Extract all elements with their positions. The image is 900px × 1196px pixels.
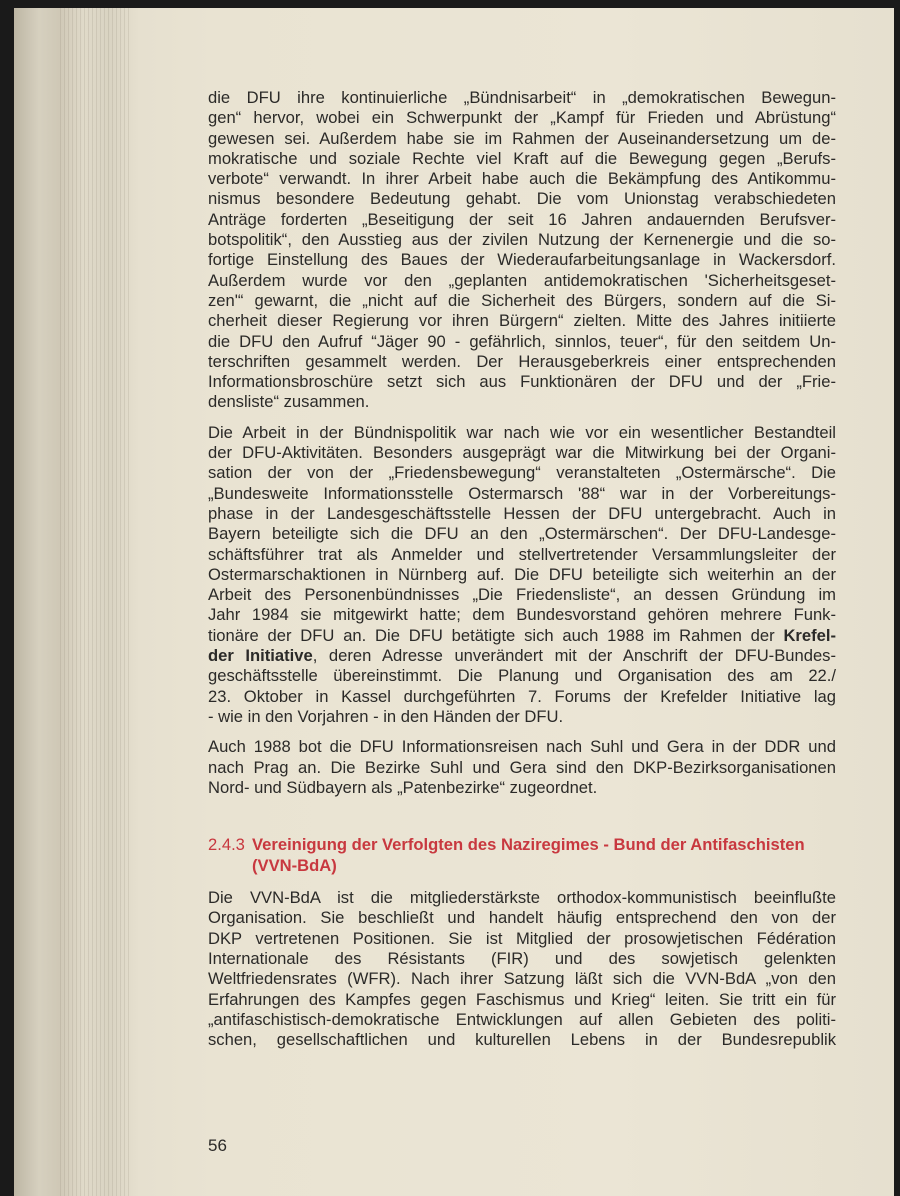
- bold-term: Krefel-: [783, 625, 836, 645]
- text-line: phase in der Landesgeschäftsstelle Hessen der DFU untergebracht. Auch in: [208, 503, 836, 523]
- text-segment: tionäre der DFU an. Die DFU betätigte sich auch 1988 im Rahmen der: [208, 625, 784, 645]
- paragraph: [208, 423, 836, 727]
- text-line: Informationsbroschüre setzt sich aus Funktionären der DFU und der „Frie-: [208, 372, 836, 392]
- text-line: densliste“ zusammen.: [208, 392, 370, 412]
- text-line: gewesen sei. Außerdem habe sie im Rahmen der Auseinandersetzung um de-: [208, 128, 836, 148]
- text-line: [208, 626, 836, 646]
- text-line: schäftsführer trat als Anmelder und stellvertretender Versammlungsleiter der: [208, 544, 836, 564]
- bold-term: der Initiative: [208, 646, 313, 666]
- text-column: [208, 88, 836, 1060]
- text-line: Anträge forderten „Beseitigung der seit 16 Jahren andauernden Berufsver-: [208, 209, 836, 229]
- text-line: Arbeit des Personenbündnisses „Die Friedensliste“, an dessen Gründung im: [208, 585, 836, 605]
- text-line: Nord- und Südbayern als „Patenbezirke“ zugeordnet.: [208, 777, 598, 797]
- text-line: Auch 1988 bot die DFU Informationsreisen nach Suhl und Gera in der DDR und: [208, 737, 836, 757]
- paragraph: [208, 888, 836, 1050]
- text-line: 23. Oktober in Kassel durchgeführten 7. Forums der Krefelder Initiative lag: [208, 686, 836, 706]
- text-line: Organisation. Sie beschließt und handelt häufig entsprechend den von der: [208, 908, 836, 928]
- text-line: - wie in den Vorjahren - in den Händen der DFU.: [208, 706, 564, 726]
- page-edges: [60, 8, 130, 1196]
- text-line: Außerdem wurde vor den „geplanten antidemokratischen 'Sicherheitsgeset-: [208, 270, 836, 290]
- text-line: Ostermarschaktionen in Nürnberg auf. Die DFU beteiligte sich weiterhin an der: [208, 564, 836, 584]
- text-line: schen, gesellschaftlichen und kulturellen Lebens in der Bundesrepublik: [208, 1030, 836, 1050]
- text-line: nismus besondere Bedeutung gehabt. Die vom Unionstag verabschiedeten: [208, 189, 836, 209]
- text-line: Bayern beteiligte sich die DFU an den „Ostermärschen“. Der DFU-Landesge-: [208, 524, 836, 544]
- text-line: cherheit dieser Regierung vor ihren Bürgern“ zielten. Mitte des Jahres initiierte: [208, 311, 836, 331]
- section-title-line-2: (VVN-BdA): [252, 856, 337, 876]
- paragraph: [208, 88, 836, 413]
- text-line: Erfahrungen des Kampfes gegen Faschismus und Krieg“ leiten. Sie tritt ein für: [208, 989, 836, 1009]
- text-line: terschriften gesammelt werden. Der Herausgeberkreis einer entsprechenden: [208, 351, 836, 371]
- section-number: 2.4.3: [208, 835, 245, 855]
- text-line: mokratische und soziale Rechte viel Kraft auf die Bewegung gegen „Berufs-: [208, 148, 836, 168]
- text-line: botspolitik“, den Ausstieg aus der zivilen Nutzung der Kernenergie und die so-: [208, 230, 836, 250]
- text-line: zen'“ gewarnt, die „nicht auf die Sicherheit des Bürgers, sondern auf die Si-: [208, 290, 836, 310]
- section-heading: [208, 834, 836, 876]
- text-line: nach Prag an. Die Bezirke Suhl und Gera sind den DKP-Bezirksorganisationen: [208, 757, 836, 777]
- paragraph: [208, 737, 836, 798]
- text-line: fortige Einstellung des Baues der Wiederaufarbeitungsanlage in Wackersdorf.: [208, 250, 836, 270]
- text-line: die DFU ihre kontinuierliche „Bündnisarbeit“ in „demokratischen Bewegun-: [208, 88, 836, 107]
- text-line: „antifaschistisch-demokratische Entwicklungen auf allen Gebieten des politi-: [208, 1009, 836, 1029]
- heading-indent: [208, 855, 252, 876]
- text-line: DKP vertretenen Positionen. Sie ist Mitglied der prosowjetischen Fédération: [208, 928, 836, 948]
- text-line: Internationale des Résistants (FIR) und des sowjetisch gelenkten: [208, 948, 836, 968]
- text-line: [208, 646, 836, 666]
- text-line: sation der von der „Friedensbewegung“ veranstalteten „Ostermärsche“. Die: [208, 463, 836, 483]
- text-line: „Bundesweite Informationsstelle Ostermarsch '88“ war in der Vorbereitungs-: [208, 483, 836, 503]
- text-line: die DFU den Aufruf “Jäger 90 - gefährlich, sinnlos, teuer“, für den seitdem Un-: [208, 331, 836, 351]
- text-line: Jahr 1984 sie mitgewirkt hatte; dem Bundesvorstand gehören mehrere Funk-: [208, 605, 836, 625]
- text-line: geschäftsstelle übereinstimmt. Die Planung und Organisation des am 22./: [208, 666, 836, 686]
- text-line: Die VVN-BdA ist die mitgliederstärkste orthodox-kommunistisch beeinflußte: [208, 888, 836, 908]
- text-line: Die Arbeit in der Bündnispolitik war nach wie vor ein wesentlicher Bestandteil: [208, 422, 836, 442]
- text-line: der DFU-Aktivitäten. Besonders ausgeprägt war die Mitwirkung bei der Organi-: [208, 443, 836, 463]
- text-line: Weltfriedensrates (WFR). Nach ihrer Satzung läßt sich die VVN-BdA „von den: [208, 969, 836, 989]
- page-number: 56: [208, 1136, 227, 1155]
- text-line: gen“ hervor, wobei ein Schwerpunkt der „Kampf für Frieden und Abrüstung“: [208, 108, 836, 128]
- body-text-bottom: [208, 888, 836, 1050]
- body-text-top: [208, 88, 836, 798]
- text-segment: , deren Adresse unverändert mit der Anschrift der DFU-Bundes-: [312, 646, 837, 666]
- section-title-line-1: Vereinigung der Verfolgten des Naziregimes - Bund der Antifaschisten: [252, 835, 805, 855]
- text-line: verbote“ verwandt. In ihrer Arbeit habe auch die Bekämpfung des Antikommu-: [208, 169, 836, 189]
